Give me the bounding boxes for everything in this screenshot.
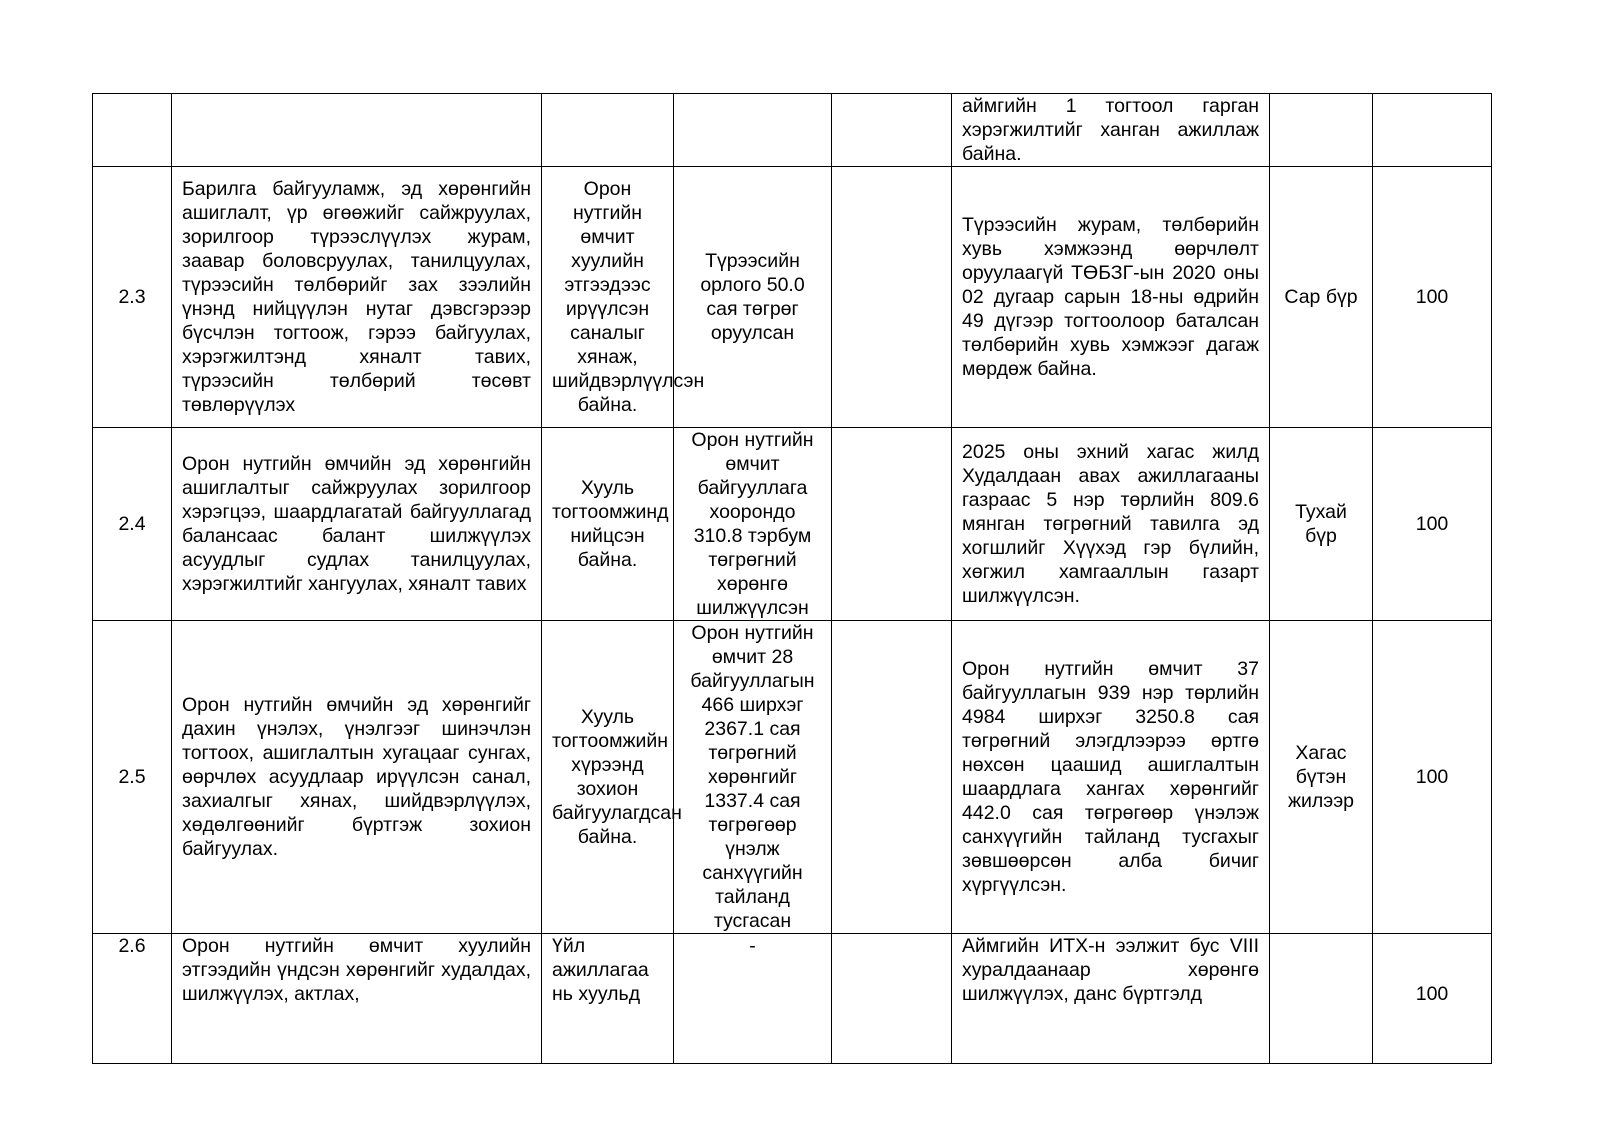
responsible-cell: Үйл ажиллагаа нь хуульд bbox=[542, 934, 674, 1064]
target-cell: Орон нутгийн өмчит 28 байгууллагын 466 ширхэг 2367.1 сая төгрөгний хөрөнгийг 1337.4 сая төгрөгөөр үнэлж санхүүгийн тайланд тусгасан bbox=[674, 621, 832, 934]
percent-cell: 100 bbox=[1373, 621, 1492, 934]
result-cell: Түрээсийн журам, төлбөрийн хувь хэмжээнд өөрчлөлт оруулаагүй ТӨБЗГ-ын 2020 оны 02 дугаар сарын 18-ны өдрийн 49 дүгээр тогтоолоор баталсан төлбөрийн хувь хэмжээг дагаж мөрдөж байна. bbox=[952, 167, 1270, 428]
table-row bbox=[93, 621, 1492, 934]
target-cell bbox=[674, 94, 832, 167]
row-number: 2.5 bbox=[93, 621, 172, 934]
percent-cell bbox=[1373, 94, 1492, 167]
row-number bbox=[93, 94, 172, 167]
table-row bbox=[93, 94, 1492, 167]
result-cell: Орон нутгийн өмчит 37 байгууллагын 939 нэр төрлийн 4984 ширхэг 3250.8 сая төгрөгний элэгдлээрээ өртгө нөхсөн цаашид ашиглалтын шаардлага хангах хөрөнгийг 442.0 сая төгрөгөөр үнэлэж санхүүгийн тайланд тусгахыг зөвшөөрсөн алба бичиг хүргүүлсэн. bbox=[952, 621, 1270, 934]
responsible-cell bbox=[542, 94, 674, 167]
action-cell bbox=[172, 94, 542, 167]
target-cell: Орон нутгийн өмчит байгууллага хоорондо 310.8 тэрбум төгрөгний хөрөнгө шилжүүлсэн bbox=[674, 428, 832, 621]
action-cell: Барилга байгууламж, эд хөрөнгийн ашиглалт, үр өгөөжийг сайжруулах, зорилгоор түрээслүүлэх журам, заавар боловсруулах, танилцуулах, түрээсийн төлбөрийг зах зээлийн үнэнд нийцүүлэн нутаг дэвсгэрээр бүсчлэн тогтоож, гэрээ байгуулах, хэрэгжилтэнд хяналт тавих, түрээсийн төлбөрий төсөвт төвлөрүүлэх bbox=[172, 167, 542, 428]
percent-cell: 100 bbox=[1373, 428, 1492, 621]
table-row bbox=[93, 167, 1492, 428]
blank-cell bbox=[832, 621, 952, 934]
percent-cell: 100 bbox=[1373, 167, 1492, 428]
result-cell: аймгийн 1 тогтоол гарган хэрэгжилтийг ханган ажиллаж байна. bbox=[952, 94, 1270, 167]
table-row bbox=[93, 428, 1492, 621]
timing-cell bbox=[1270, 934, 1373, 1064]
percent-value: 100 bbox=[1415, 983, 1449, 1005]
target-cell: Түрээсийн орлого 50.0 сая төгрөг оруулсан bbox=[674, 167, 832, 428]
table-viewport bbox=[92, 93, 1492, 1017]
blank-cell bbox=[832, 94, 952, 167]
percent-cell bbox=[1373, 934, 1492, 1064]
target-cell: - bbox=[674, 934, 832, 1064]
blank-cell bbox=[832, 934, 952, 1064]
action-plan-table bbox=[92, 93, 1492, 1064]
table-row bbox=[93, 934, 1492, 1064]
action-cell: Орон нутгийн өмчит хуулийн этгээдийн үндсэн хөрөнгийг худалдах, шилжүүлэх, актлах, bbox=[172, 934, 542, 1064]
blank-cell bbox=[832, 167, 952, 428]
row-number: 2.3 bbox=[93, 167, 172, 428]
result-cell: 2025 оны эхний хагас жилд Худалдаан авах ажиллагааны газраас 5 нэр төрлийн 809.6 мянган төгрөгний тавилга эд хогшлийг Хүүхэд гэр бүлийн, хөгжил хамгааллын газарт шилжүүлсэн. bbox=[952, 428, 1270, 621]
timing-cell: Сар бүр bbox=[1270, 167, 1373, 428]
row-number: 2.4 bbox=[93, 428, 172, 621]
result-cell: Аймгийн ИТХ-н ээлжит бус VIII хуралдаанаар хөрөнгө шилжүүлэх, данс бүртгэлд bbox=[952, 934, 1270, 1064]
timing-cell bbox=[1270, 94, 1373, 167]
timing-cell: Тухай бүр bbox=[1270, 428, 1373, 621]
responsible-cell: Хууль тогтоомжинд нийцсэн байна. bbox=[542, 428, 674, 621]
timing-cell: Хагас бүтэн жилээр bbox=[1270, 621, 1373, 934]
row-number: 2.6 bbox=[93, 934, 172, 1064]
blank-cell bbox=[832, 428, 952, 621]
responsible-cell: Хууль тогтоомжийн хүрээнд зохион байгуулагдсан байна. bbox=[542, 621, 674, 934]
action-cell: Орон нутгийн өмчийн эд хөрөнгийг дахин үнэлэх, үнэлгээг шинэчлэн тогтоох, ашиглалтын хугацааг сунгах, өөрчлөх асуудлаар ирүүлсэн санал, захиалгыг хянах, шийдвэрлүүлэх, хөдөлгөөнийг бүртгэж зохион байгуулах. bbox=[172, 621, 542, 934]
responsible-cell: Орон нутгийн өмчит хуулийн этгээдээс ирүүлсэн саналыг хянаж, шийдвэрлүүлсэн байна. bbox=[542, 167, 674, 428]
action-cell: Орон нутгийн өмчийн эд хөрөнгийн ашиглалтыг сайжруулах зорилгоор хэрэгцээ, шаардлагатай байгууллагад балансаас балант шилжүүлэх асуудлыг судлах танилцуулах, хэрэгжилтийг хангуулах, хяналт тавих bbox=[172, 428, 542, 621]
